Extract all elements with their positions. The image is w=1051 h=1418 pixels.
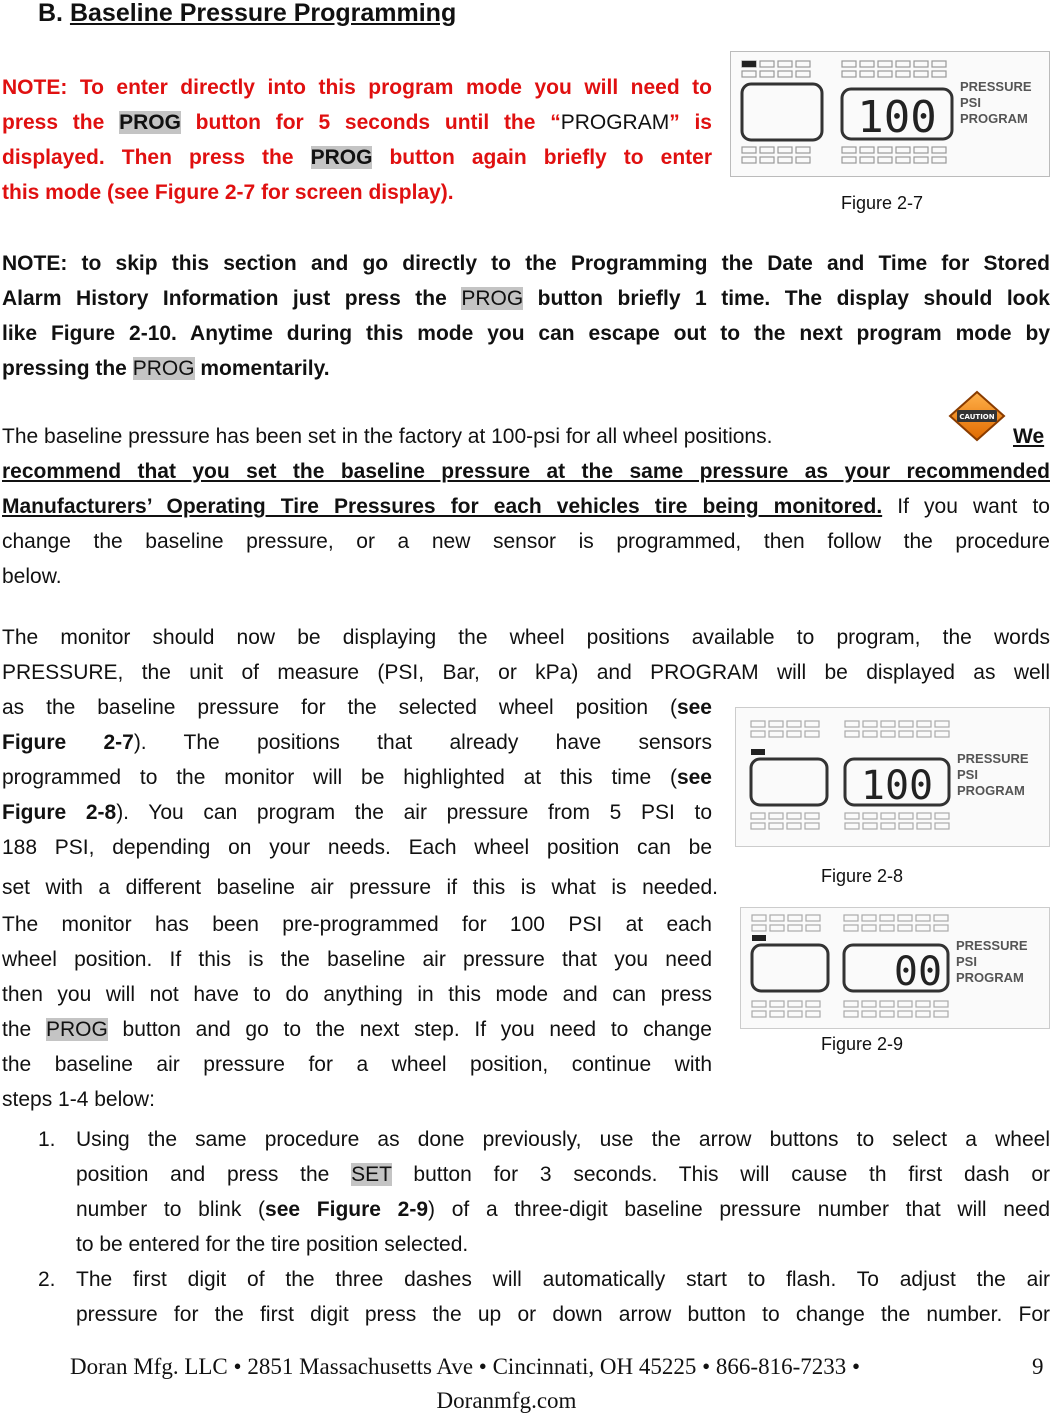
monitor-line7: 188 PSI, depending on your needs. Each wheel position can be [2, 836, 712, 859]
step-2 [38, 1262, 1050, 1332]
figure-2-8-display [735, 707, 1050, 847]
monitor-line14: steps 1-4 below: [2, 1088, 155, 1111]
step-1-line4: to be entered for the tire position selected. [76, 1233, 469, 1256]
monitor-line8: set with a different baseline air pressure if this is what is needed. [2, 876, 718, 899]
note2-line3: like Figure 2-10. Anytime during this mode you can escape out to the next program mode by [2, 322, 1050, 345]
monitor-line2: PRESSURE, the unit of measure (PSI, Bar, or kPa) and PROGRAM will be displayed as well [2, 661, 1050, 684]
lcd-screen [730, 51, 1050, 177]
monitor-line11: then you will not have to do anything in this mode and can press [2, 983, 712, 1006]
step-number: 2. [38, 1268, 56, 1291]
prog-key: PROG [119, 111, 181, 134]
monitor-line6: Figure 2-8). You can program the air pressure from 5 PSI to [2, 801, 713, 824]
figure-2-8-ref: Figure 2-8 [2, 801, 117, 824]
lcd-digits: 100 [857, 92, 937, 143]
footer-address: Doran Mfg. LLC • 2851 Massachusetts Ave • Cincinnati, OH 45225 • 866-816-7233 • [70, 1354, 861, 1379]
note1-line3: displayed. Then press the PROG button again briefly to enter [2, 146, 712, 169]
step-2-line1: The first digit of the three dashes will automatically start to flash. To adjust the air [76, 1268, 1050, 1291]
lcd-label-program: PROGRAM [956, 970, 1024, 985]
section-title: Baseline Pressure Programming [69, 0, 457, 27]
monitor-line1: The monitor should now be displaying the wheel positions available to program, the words [2, 626, 1050, 649]
monitor-line13: the baseline air pressure for a wheel position, continue with [2, 1053, 712, 1076]
prog-key: PROG [310, 146, 373, 169]
lcd-label-pressure: PRESSURE [960, 79, 1032, 94]
figure-2-8-caption: Figure 2-8 [821, 866, 904, 886]
figure-2-7-caption: Figure 2-7 [841, 193, 924, 213]
note2-line4: pressing the PROG momentarily. [2, 357, 330, 380]
step-1 [38, 1122, 1050, 1262]
monitor-line5: programmed to the monitor will be highlighted at this time (see [2, 766, 712, 789]
prog-key: PROG [45, 1018, 108, 1041]
lcd-label-pressure: PRESSURE [956, 938, 1028, 953]
set-key: SET [351, 1163, 392, 1186]
figure-2-9-ref: see Figure 2-9 [265, 1198, 429, 1221]
lcd-label-psi: PSI [957, 767, 978, 782]
lcd-screen [740, 907, 1050, 1029]
page-number: 9 [1032, 1354, 1044, 1379]
lcd-label-pressure: PRESSURE [957, 751, 1029, 766]
monitor-line10: wheel position. If this is the baseline air pressure that you need [2, 948, 712, 971]
figure-2-9-display [740, 907, 1050, 1029]
step-1-line3: number to blink (see Figure 2-9) of a three-digit baseline pressure number that will need [76, 1198, 1050, 1221]
note2-line1: NOTE: to skip this section and go directly to the Programming the Date and Time for Stored [2, 252, 1050, 275]
step-number: 1. [38, 1128, 56, 1151]
step-2-line2: pressure for the first digit press the up or down arrow button to change the number. For [76, 1303, 1050, 1326]
note2-line2: Alarm History Information just press the PROG button briefly 1 time. The display should look [2, 287, 1050, 310]
monitor-line3: as the baseline pressure for the selected wheel position (see [2, 696, 712, 719]
step-1-line1: Using the same procedure as done previously, use the arrow buttons to select a wheel [76, 1128, 1050, 1151]
caution-icon [948, 390, 1006, 442]
lcd-label-program: PROGRAM [957, 783, 1025, 798]
note1-line4: this mode (see Figure 2-7 for screen display). [2, 181, 454, 204]
prog-key: PROG [132, 357, 195, 380]
lcd-digits: 00 [893, 949, 943, 995]
figure-2-9-caption: Figure 2-9 [821, 1034, 904, 1054]
baseline-line3: Manufacturers’ Operating Tire Pressures for each vehicles tire being monitored. If you want to [2, 495, 1050, 518]
footer-website: Doranmfg.com [436, 1388, 577, 1413]
figure-2-7-ref: Figure 2-7 [2, 731, 134, 754]
note1-line1: NOTE: To enter directly into this program mode you will need to [2, 76, 712, 99]
lcd-label-program: PROGRAM [960, 111, 1028, 126]
figure-2-7-display [730, 51, 1050, 177]
caution-icon-text: CAUTION [959, 413, 995, 421]
note1-line2: press the PROG button for 5 seconds until the “PROGRAM” is [2, 111, 712, 134]
baseline-line5: below. [2, 565, 62, 588]
prog-key: PROG [461, 287, 524, 310]
baseline-line2: recommend that you set the baseline pressure at the same pressure as your recommended [2, 460, 1050, 483]
section-letter: B. [38, 0, 63, 27]
monitor-line9: The monitor has been pre-programmed for 100 PSI at each [2, 913, 712, 936]
baseline-we: We [1013, 425, 1045, 448]
step-1-line2: position and press the SET button for 3 seconds. This will cause th first dash or [76, 1163, 1050, 1186]
monitor-line4: Figure 2-7). The positions that already have sensors [2, 731, 712, 754]
monitor-line12: the PROG button and go to the next step. If you need to change [2, 1018, 712, 1041]
lcd-screen [735, 707, 1050, 847]
lcd-label-psi: PSI [960, 95, 981, 110]
baseline-line1: The baseline pressure has been set in the factory at 100-psi for all wheel positions. [2, 425, 773, 448]
section-heading [38, 0, 456, 26]
lcd-digits: 100 [860, 763, 934, 809]
baseline-line4: change the baseline pressure, or a new sensor is programmed, then follow the procedure [2, 530, 1050, 553]
lcd-label-psi: PSI [956, 954, 977, 969]
